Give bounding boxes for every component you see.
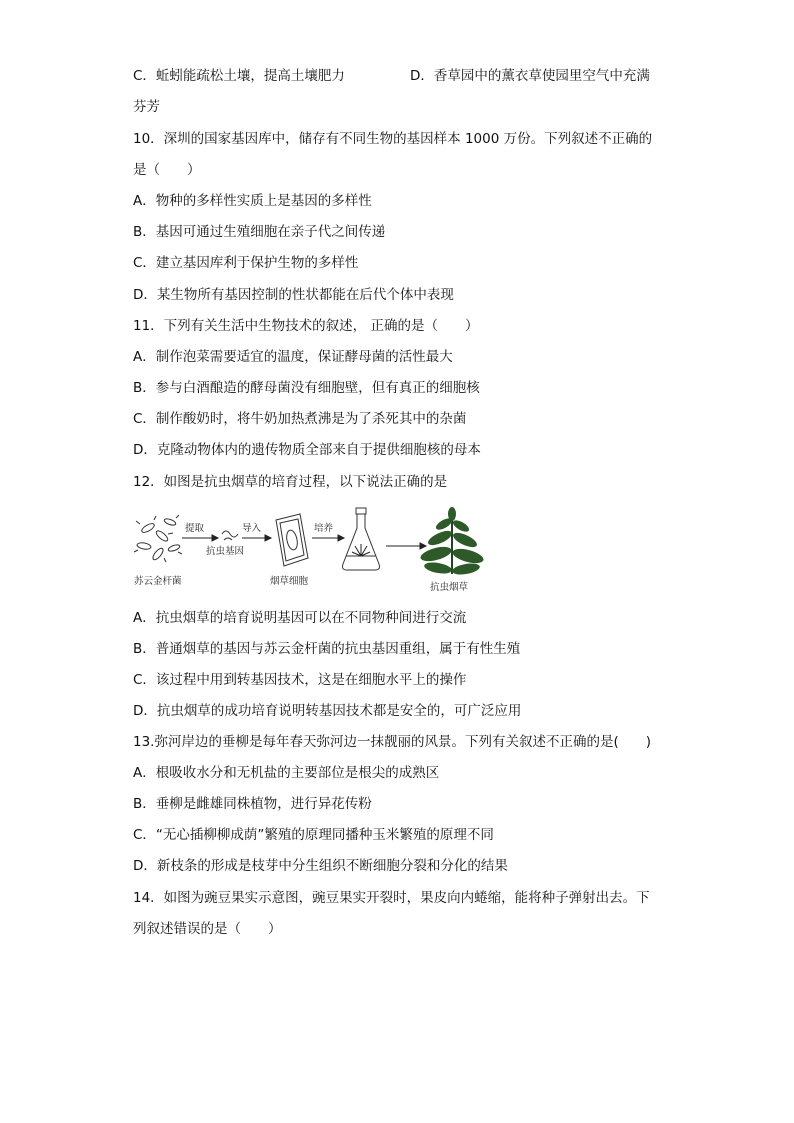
q12-option-d: D．抗虫烟草的成功培育说明转基因技术都是安全的，可广泛应用 (133, 703, 522, 719)
figure-label-plant: 抗虫烟草 (430, 582, 469, 593)
q10-stem: 10．深圳的国家基因库中，储存有不同生物的基因样本 1000 万份。下列叙述不正确的 (133, 131, 653, 147)
figure-label-extract: 提取 (185, 523, 205, 534)
q14-stem-cont: 列叙述错误的是（ ） (133, 921, 282, 937)
q13-stem: 13.弥河岸边的垂柳是每年春天弥河边一抹靓丽的风景。下列有关叙述不正确的是( ) (133, 734, 652, 750)
figure-label-culture: 培养 (314, 523, 334, 534)
q10-option-c: C．建立基因库利于保护生物的多样性 (133, 255, 359, 271)
q13-option-a: A．根吸收水分和无机盐的主要部位是根尖的成熟区 (133, 765, 440, 781)
arrow-right-icon (312, 535, 344, 541)
figure-label-cell: 烟草细胞 (270, 576, 309, 587)
q13-option-d: D．新枝条的形成是枝芽中分生组织不断细胞分裂和分化的结果 (133, 858, 508, 874)
tobacco-plant-icon (419, 507, 485, 576)
q10-option-d: D．某生物所有基因控制的性状都能在后代个体中表现 (133, 287, 454, 303)
q10-stem-cont: 是（ ） (133, 162, 201, 178)
q14-stem: 14．如图为豌豆果实示意图，豌豆果实开裂时，果皮向内蜷缩，能将种子弹射出去。下 (133, 890, 650, 906)
q10-option-a: A．物种的多样性实质上是基因的多样性 (133, 193, 372, 209)
q10-option-b: B．基因可通过生殖细胞在亲子代之间传递 (133, 224, 386, 240)
q11-option-d: D．克隆动物体内的遗传物质全部来自于提供细胞核的母本 (133, 442, 481, 458)
q11-option-c: C．制作酸奶时，将牛奶加热煮沸是为了杀死其中的杂菌 (133, 411, 467, 427)
bacteria-icon (134, 515, 182, 562)
figure-label-import: 导入 (242, 523, 262, 534)
q11-option-b: B．参与白酒酿造的酵母菌没有细胞壁，但有真正的细胞核 (133, 380, 480, 396)
q12-option-c: C．该过程中用到转基因技术，这是在细胞水平上的操作 (133, 672, 467, 688)
q9-option-d: D．香草园中的薰衣草使园里空气中充满 (410, 68, 650, 84)
q13-option-b: B．垂柳是雌雄同株植物，进行异花传粉 (133, 796, 372, 812)
figure-label-gene: 抗虫基因 (206, 546, 245, 557)
tobacco-breeding-figure (130, 506, 500, 596)
arrow-right-icon (242, 535, 271, 541)
figure-label-bacteria: 苏云金杆菌 (134, 576, 182, 587)
tobacco-cell-icon (276, 514, 308, 566)
arrow-right-icon (182, 535, 218, 541)
q11-option-a: A．制作泡菜需要适宜的温度，保证酵母菌的活性最大 (133, 349, 453, 365)
q12-stem: 12．如图是抗虫烟草的培育过程，以下说法正确的是 (133, 474, 448, 490)
q12-option-b: B．普通烟草的基因与苏云金杆菌的抗虫基因重组，属于有性生殖 (133, 641, 521, 657)
arrow-right-icon (386, 543, 426, 549)
culture-flask-icon (343, 508, 380, 570)
q12-option-a: A．抗虫烟草的培育说明基因可以在不同物种间进行交流 (133, 610, 467, 626)
q13-option-c: C．“无心插柳柳成荫”繁殖的原理同播种玉米繁殖的原理不同 (133, 827, 494, 843)
q9-option-d-cont: 芬芳 (133, 99, 160, 115)
q9-option-c: C．蚯蚓能疏松土壤，提高土壤肥力 (133, 68, 345, 84)
gene-icon (222, 531, 238, 540)
q11-stem: 11．下列有关生活中生物技术的叙述， 正确的是（ ） (133, 318, 479, 334)
